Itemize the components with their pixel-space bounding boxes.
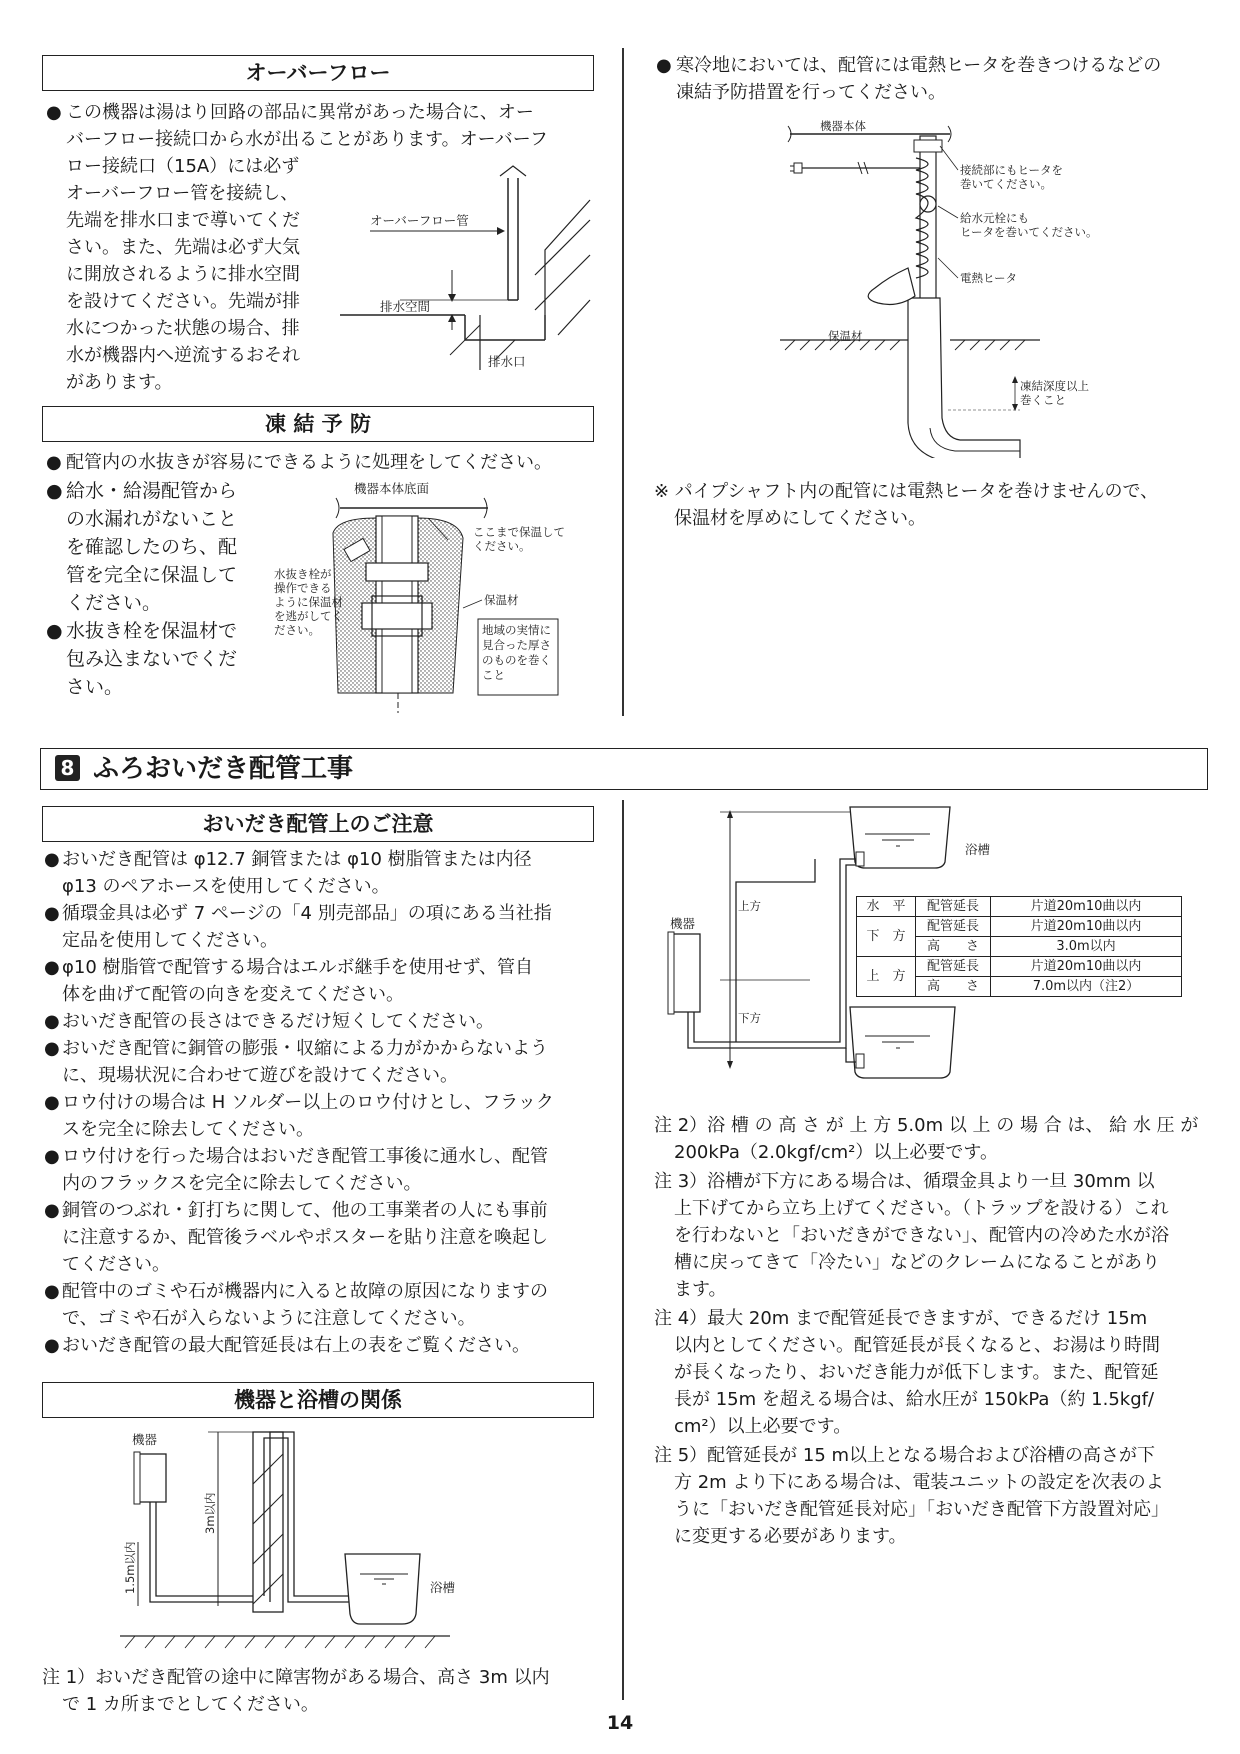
text-line: に変更する必要があります。 (674, 1526, 907, 1547)
drain-plug-label: 操作できる (274, 581, 332, 595)
text-line: 水が機器内へ逆流するおそれ (66, 345, 300, 366)
table-cell: 高 さ (916, 937, 991, 957)
section-title: ふろおいだき配管工事 (93, 754, 354, 784)
tub-label: 浴槽 (430, 1580, 456, 1595)
table-cell: 配管延長 (916, 897, 991, 917)
page-number: 14 (606, 1712, 634, 1734)
column-divider-bottom (622, 800, 624, 1700)
text-line: が長くなったり、おいだき能力が低下します。また、配管延 (674, 1362, 1159, 1383)
joint-heater-label: 接続部にもヒータを (960, 163, 1064, 177)
caution-list (44, 846, 604, 1359)
down-direction-label: 下方 (738, 1011, 761, 1025)
relation-heading: 機器と浴槽の関係 (42, 1382, 594, 1418)
table-row (857, 897, 1182, 917)
table-cell: 水 平 (857, 897, 916, 917)
list-item: ● 循環金具は必ず 7 ページの「4 別売部品」の項にある当社指 定品を使用してください。 (44, 900, 604, 954)
text-line: ※ パイプシャフト内の配管には電熱ヒータを巻けませんので、 (654, 481, 1159, 502)
note-item (654, 1305, 1214, 1440)
text-line: 給水・給湯配管から (66, 480, 238, 502)
text-line: φ10 樹脂管で配管する場合はエルボ継手を使用せず、管自 (62, 957, 534, 978)
h2-dimension-label: 3m以内 (203, 1492, 217, 1534)
cold-diagram (780, 118, 1120, 458)
section-number-badge: 8 (55, 755, 80, 781)
table-cell: 片道20m10曲以内 (991, 957, 1182, 977)
local-label: こと (482, 668, 505, 682)
table-cell: 片道20m10曲以内 (991, 897, 1182, 917)
list-item: ● ロウ付けの場合は H ソルダー以上のロウ付けとし、フラック スを完全に除去してください。 (44, 1089, 604, 1143)
text-line: cm²）以上必要です。 (674, 1416, 852, 1437)
text-line: スを完全に除去してください。 (62, 1119, 314, 1140)
freeze-bullet-2: ● 給水・給湯配管から の水漏れがないこと を確認したのち、配 管を完全に保温して ください。 (46, 477, 266, 617)
overflow-body (66, 153, 326, 396)
unit-label: 機器 (132, 1432, 158, 1447)
text-line: おいだき配管に銅管の膨張・収縮による力がかからないよう (62, 1038, 548, 1059)
freeze-bullet-3: ● 水抜き栓を保温材で 包み込まないでくだ さい。 (46, 617, 266, 701)
list-item: ● おいだき配管は φ12.7 銅管または φ10 樹脂管または内径 φ13 のペアホースを使用してください。 (44, 846, 604, 900)
text-line: この機器は湯はり回路の部品に異常があった場合に、オー (66, 102, 534, 123)
text-line: 配管中のゴミや石が機器内に入ると故障の原因になりますの (62, 1281, 548, 1302)
insulation-label: 保温材 (484, 593, 519, 607)
insulation-label: 保温材 (828, 329, 863, 343)
text-line: 内のフラックスを完全に除去してください。 (62, 1173, 422, 1194)
valve-heater-label: 給水元栓にも (960, 211, 1029, 225)
piping-limit-table (856, 896, 1182, 997)
text-line: に、現場状況に合わせて遊びを設けてください。 (62, 1065, 458, 1086)
text-line: 水抜き栓を保温材で (66, 620, 238, 642)
text-line: 先端を排水口まで導いてくだ (66, 210, 300, 231)
column-divider-top (622, 48, 624, 716)
text-line: ロー接続口（15A）には必ず (66, 156, 300, 177)
freeze-depth-label: 凍結深度以上 (1020, 379, 1089, 393)
cold-note (654, 478, 1214, 532)
drain-outlet-label: 排水口 (488, 354, 526, 369)
text-line: てください。 (62, 1254, 170, 1275)
table-cell: 下 方 (857, 917, 916, 957)
text-line: ます。 (674, 1279, 727, 1300)
list-item: ● 銅管のつぶれ・釘打ちに関して、他の工事業者の人にも事前 に注意するか、配管後ラベルやポスターを貼り注意を喚起し てください。 (44, 1197, 604, 1278)
table-cell: 7.0m以内（注2） (991, 977, 1182, 997)
list-item: ● おいだき配管の最大配管延長は右上の表をご覧ください。 (44, 1332, 604, 1359)
text-line: 長が 15m を超える場合は、給水圧が 150kPa（約 1.5kgf/ (674, 1389, 1155, 1410)
freeze-diagram (268, 478, 600, 713)
text-line: おいだき配管の長さはできるだけ短くしてください。 (62, 1011, 494, 1032)
text-line: ロウ付けを行った場合はおいだき配管工事後に通水し、配管 (62, 1146, 548, 1167)
text-line: の水漏れがないこと (66, 508, 238, 530)
text-line: 水につかった状態の場合、排 (66, 318, 300, 339)
text-line: 注 3）浴槽が下方にある場合は、循環金具より一旦 30mm 以 (654, 1171, 1155, 1192)
text-line: 寒冷地においては、配管には電熱ヒータを巻きつけるなどの (676, 55, 1162, 76)
note-item (654, 1112, 1214, 1166)
text-line: 保温材を厚めにしてください。 (674, 508, 926, 529)
list-item: ● 配管中のゴミや石が機器内に入ると故障の原因になりますの で、ゴミや石が入らないように注意してください。 (44, 1278, 604, 1332)
list-item: ● おいだき配管に銅管の膨張・収縮による力がかからないよう に、現場状況に合わせて遊びを設けてください。 (44, 1035, 604, 1089)
drain-plug-label: を逃がしてく (274, 609, 343, 623)
text-line: 凍結予防措置を行ってください。 (676, 82, 946, 103)
text-line: で、ゴミや石が入らないように注意してください。 (62, 1308, 476, 1329)
text-line: 包み込まないでくだ (66, 648, 238, 670)
drain-plug-label: ように保温材 (274, 595, 343, 609)
text-line: さい。また、先端は必ず大気 (66, 237, 300, 258)
overflow-heading: オーバーフロー (42, 55, 594, 91)
local-label: 地域の実情に (482, 623, 551, 637)
text-line: バーフロー接続口から水が出ることがあります。オーバーフ (66, 129, 548, 150)
local-label: のものを巻く (482, 653, 551, 667)
unit-bottom-label: 機器本体底面 (354, 481, 430, 496)
text-line: 体を曲げて配管の向きを変えてください。 (62, 984, 404, 1005)
keep-warm-label: ください。 (473, 539, 531, 553)
text-line: 注 5）配管延長が 15 m以上となる場合および浴槽の高さが下 (654, 1445, 1156, 1466)
table-row (857, 917, 1182, 937)
text-line: を確認したのち、配 (66, 536, 238, 558)
list-item: ● ロウ付けを行った場合はおいだき配管工事後に通水し、配管 内のフラックスを完全に除去してください。 (44, 1143, 604, 1197)
table-cell: 配管延長 (916, 957, 991, 977)
text-line: 以内としてください。配管延長が長くなると、お湯はり時間 (674, 1335, 1160, 1356)
up-direction-label: 上方 (738, 899, 761, 913)
text-line: ロウ付けの場合は H ソルダー以上のロウ付けとし、フラック (62, 1092, 554, 1113)
joint-heater-label: 巻いてください。 (960, 177, 1052, 191)
text-line: さい。 (66, 676, 124, 698)
h1-dimension-label: 1.5m以内 (123, 1541, 137, 1594)
note-item (654, 1168, 1214, 1303)
text-line: 上下げてから立ち上げてください。（トラップを設ける）これ (674, 1198, 1169, 1219)
note-item (654, 1442, 1214, 1550)
text-line: 管を完全に保温して (66, 564, 238, 586)
text-line: 200kPa（2.0kgf/cm²）以上必要です。 (674, 1142, 998, 1163)
text-line: おいだき配管の最大配管延長は右上の表をご覧ください。 (62, 1335, 530, 1356)
relation-diagram (120, 1424, 540, 1670)
drain-space-label: 排水空間 (380, 299, 431, 314)
caution-heading: おいだき配管上のご注意 (42, 806, 594, 842)
local-label: 見合った厚さ (482, 638, 551, 652)
overflow-diagram (340, 160, 600, 375)
text-line: おいだき配管は φ12.7 銅管または φ10 樹脂管または内径 (62, 849, 532, 870)
table-row (857, 957, 1182, 977)
text-line: 注 4）最大 20m まで配管延長できますが、できるだけ 15m (654, 1308, 1148, 1329)
text-line: に開放されるように排水空間 (66, 264, 300, 285)
valve-heater-label: ヒータを巻いてください。 (960, 225, 1098, 239)
text-line: 方 2m より下にある場合は、電装ユニットの設定を次表のよ (674, 1472, 1164, 1493)
text-line: ください。 (66, 592, 162, 614)
list-item: ● おいだき配管の長さはできるだけ短くしてください。 (44, 1008, 604, 1035)
text-line: φ13 のペアホースを使用してください。 (62, 876, 390, 897)
text-line: 注 2）浴 槽 の 高 さ が 上 方 5.0m 以 上 の 場 合 は、 給 水 圧 が (654, 1115, 1199, 1136)
drain-plug-label: ださい。 (274, 623, 320, 637)
overflow-bullet: ● この機器は湯はり回路の部品に異常があった場合に、オー バーフロー接続口から水が出ることがあります。オーバーフ (46, 99, 606, 153)
text-line: 配管内の水抜きが容易にできるように処理をしてください。 (66, 452, 552, 473)
table-cell: 3.0m以内 (991, 937, 1182, 957)
text-line: 定品を使用してください。 (62, 930, 278, 951)
text-line: 槽に戻ってきて「冷たい」などのクレームになることがあり (674, 1252, 1160, 1273)
text-line: があります。 (66, 372, 173, 393)
text-line: 注 1）おいだき配管の途中に障害物がある場合、高さ 3m 以内 (42, 1667, 550, 1688)
table-cell: 高 さ (916, 977, 991, 997)
text-line: に注意するか、配管後ラベルやポスターを貼り注意を喚起し (62, 1227, 548, 1248)
table-cell: 配管延長 (916, 917, 991, 937)
freeze-depth-label: 巻くこと (1020, 393, 1066, 407)
list-item: ● φ10 樹脂管で配管する場合はエルボ継手を使用せず、管自 体を曲げて配管の向きを変えてください。 (44, 954, 604, 1008)
text-line: オーバーフロー管を接続し、 (66, 183, 299, 204)
unit-body-label: 機器本体 (820, 119, 866, 133)
keep-warm-label: ここまで保温して (473, 525, 565, 539)
text-line: 銅管のつぶれ・釘打ちに関して、他の工事業者の人にも事前 (62, 1200, 548, 1221)
text-line: うに「おいだき配管延長対応」「おいだき配管下方設置対応」 (674, 1499, 1169, 1520)
drain-plug-label: 水抜き栓が (274, 567, 332, 581)
table-cell: 片道20m10曲以内 (991, 917, 1182, 937)
unit-label: 機器 (670, 916, 696, 931)
freeze-bullet-1: ● 配管内の水抜きが容易にできるように処理をしてください。 (46, 449, 616, 476)
cold-bullet: ● 寒冷地においては、配管には電熱ヒータを巻きつけるなどの 凍結予防措置を行ってください。 (656, 52, 1216, 106)
section-8-banner (40, 748, 1208, 790)
relation-note (42, 1664, 612, 1718)
freeze-heading: 凍 結 予 防 (42, 406, 594, 442)
text-line: で 1 カ所までとしてください。 (62, 1694, 319, 1715)
heater-label: 電熱ヒータ (960, 271, 1018, 285)
text-line: 循環金具は必ず 7 ページの「4 別売部品」の項にある当社指 (62, 903, 552, 924)
upper-tub-label: 浴槽 (965, 842, 991, 857)
table-cell: 上 方 (857, 957, 916, 997)
notes-list (654, 1112, 1214, 1550)
text-line: を設けてください。先端が排 (66, 291, 300, 312)
text-line: を行わないと「おいだきができない」、配管内の冷めた水が浴 (674, 1225, 1169, 1246)
overflow-pipe-label: オーバーフロー管 (370, 213, 469, 228)
